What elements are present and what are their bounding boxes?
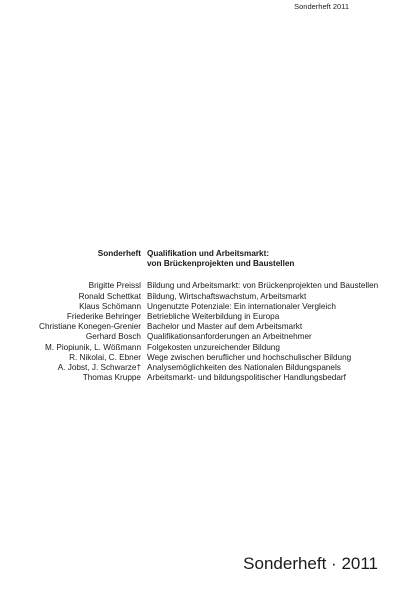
entry-author: Friederike Behringer [66, 312, 141, 322]
list-item [0, 292, 400, 302]
entry-author: M. Piopiunik, L. Wößmann [44, 342, 141, 352]
entry-title: Bildung, Wirtschaftswachstum, Arbeitsmarkt [147, 291, 307, 301]
list-item [0, 312, 400, 322]
entry-author: A. Jobst, J. Schwarze† [57, 363, 141, 373]
issue-title-line2: von Brückenprojekten und Baustellen [147, 259, 295, 269]
entry-author: R. Nikolai, C. Ebner [69, 352, 141, 362]
entry-title: Wege zwischen beruflicher und hochschulischer Bildung [147, 352, 352, 362]
list-item [0, 281, 400, 291]
entry-title: Qualifikationsanforderungen an Arbeitnehmer [147, 332, 312, 342]
list-item [0, 332, 400, 342]
entry-title: Betriebliche Weiterbildung in Europa [147, 312, 280, 322]
title-row [0, 249, 400, 269]
contents-block [0, 249, 400, 383]
entry-author: Christiane Konegen-Grenier [39, 322, 141, 332]
heading-left: Sonderheft [97, 249, 141, 258]
entries-list [0, 281, 400, 383]
list-item [0, 343, 400, 353]
list-item [0, 322, 400, 332]
entry-author: Brigitte Preissl [88, 281, 141, 291]
list-item [0, 302, 400, 312]
entry-author: Klaus Schömann [79, 301, 141, 311]
header-label: Sonderheft 2011 [294, 2, 349, 11]
entry-title: Analysemöglichkeiten des Nationalen Bildungspanels [147, 363, 341, 373]
issue-title-line1: Qualifikation und Arbeitsmarkt: [147, 249, 270, 258]
entry-title: Arbeitsmarkt- und bildungspolitischer Handlungsbedarf [147, 373, 346, 383]
entry-author: Thomas Kruppe [82, 373, 141, 383]
list-item [0, 363, 400, 373]
entry-author: Ronald Schettkat [78, 291, 141, 301]
entry-title: Ungenutzte Potenziale: Ein internationaler Vergleich [147, 301, 336, 311]
entry-title: Bildung und Arbeitsmarkt: von Brückenprojekten und Baustellen [147, 281, 379, 291]
entry-title: Bachelor und Master auf dem Arbeitsmarkt [147, 322, 303, 332]
entry-title: Folgekosten unzureichender Bildung [147, 342, 280, 352]
list-item [0, 373, 400, 383]
issue-title [147, 249, 400, 269]
entry-author: Gerhard Bosch [85, 332, 141, 342]
footer-label: Sonderheft · 2011 [243, 554, 378, 573]
list-item [0, 353, 400, 363]
